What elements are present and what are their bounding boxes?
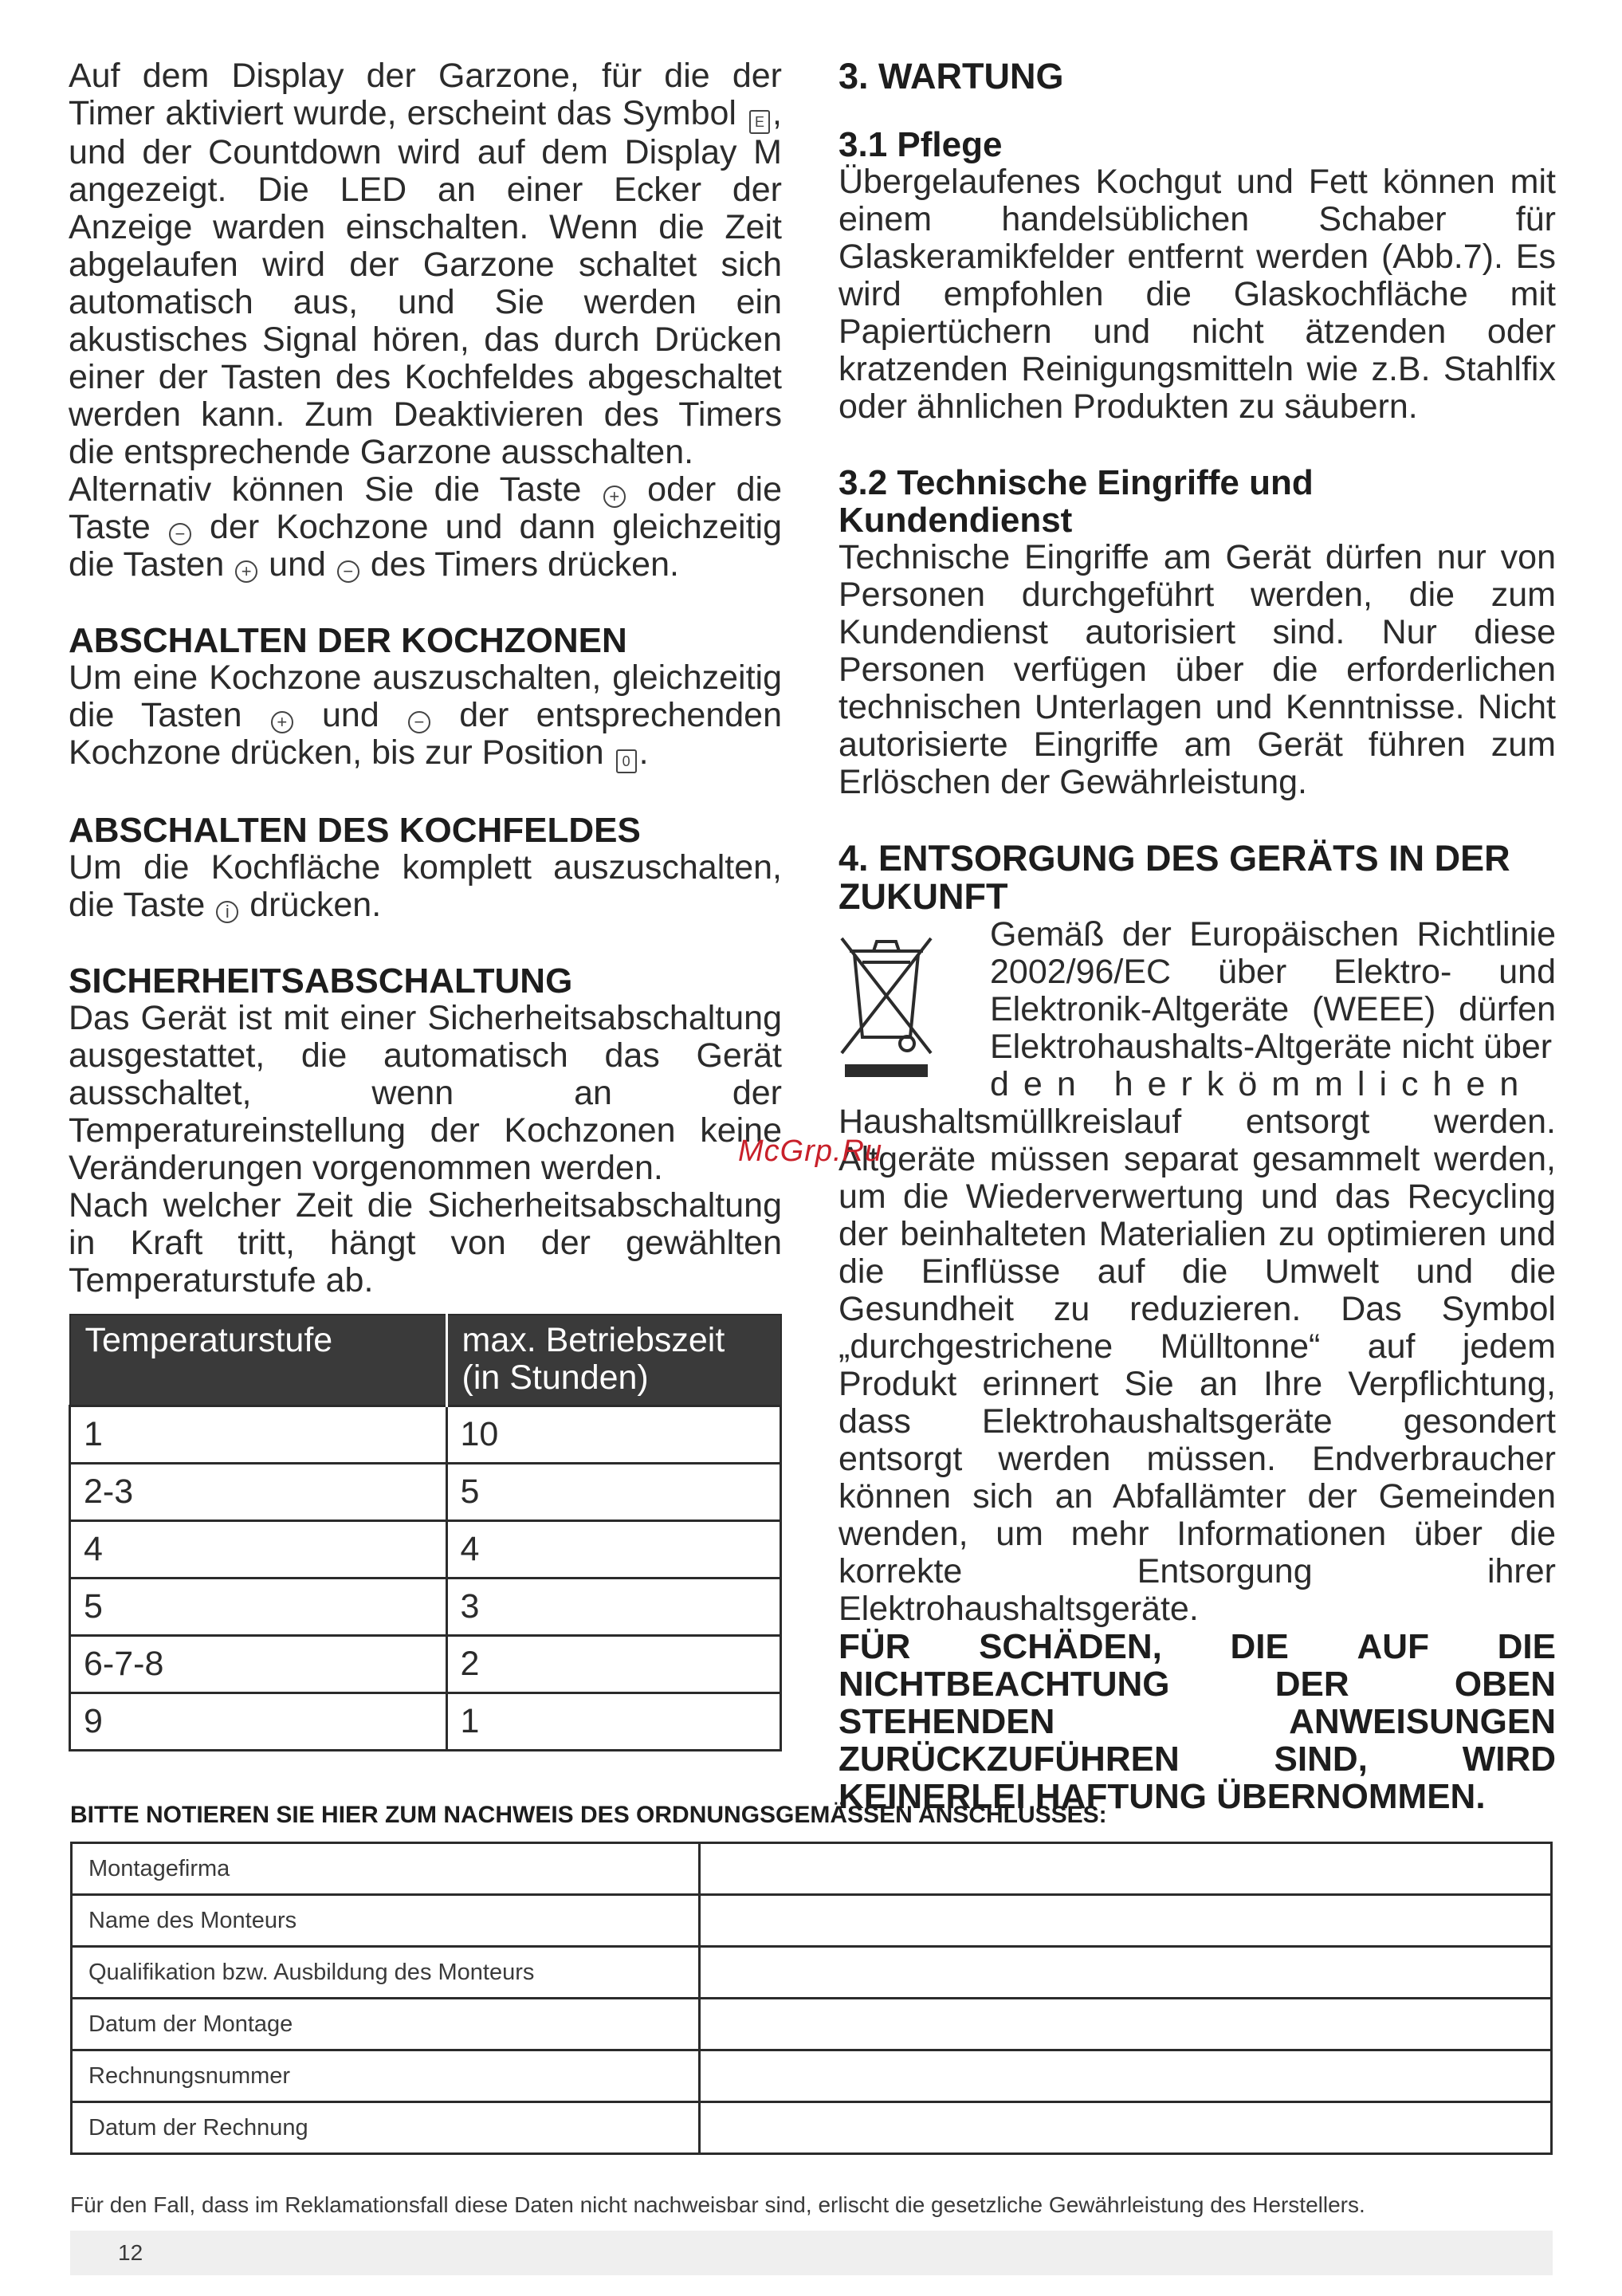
record-label: Datum der Rechnung	[72, 2102, 700, 2154]
minus-key-icon: −	[408, 711, 430, 733]
table-cell: 4	[446, 1521, 781, 1578]
record-label: Rechnungsnummer	[72, 2050, 700, 2102]
record-label: Qualifikation bzw. Ausbildung des Monteurs	[72, 1947, 700, 1999]
column-header-temperaturstufe: Temperaturstufe	[70, 1315, 447, 1406]
temperature-table	[69, 1314, 782, 1751]
table-row	[70, 1521, 781, 1578]
plus-key-icon: +	[603, 486, 626, 508]
heading-pflege: 3.1 Pflege	[838, 125, 1003, 164]
entsorgung-spaced-text: den herkömmlichen	[990, 1065, 1534, 1103]
timer-paragraph-1: Auf dem Display der Garzone, für die der Timer aktiviert wurde, erscheint das Symbol E , und der Countdown wird auf dem Display M angezeigt. Die LED an einer Ecker der Anzeige warden einschalten. Wenn die Zeit abgelaufen wird der Garzone schaltet sich automatisch aus, und Sie werden ein akustisches Signal hören, das durch Drücken einer der Tasten des Kochfeldes abgeschaltet werden kann. Zum Deaktivieren des Timers die entsprechende Garzone ausschalten.	[69, 57, 782, 471]
record-entry-field[interactable]	[700, 2102, 1552, 2154]
liability-warning: FÜR SCHÄDEN, DIE AUF DIE NICHTBEACHTUNG DER OBEN STEHENDEN ANWEISUNGEN ZURÜCKZUFÜHREN SIND, WIRD KEINERLEI HAFTUNG ÜBERNOMMEN.	[838, 1627, 1556, 1816]
timer-symbol-icon: E	[749, 110, 770, 134]
pflege-text: Übergelaufenes Kochgut und Fett können mit einem handelsüblichen Schaber für Glaskeramikfelder entfernt werden (Abb.7). Es wird empfohlen die Glaskochfläche mit Papiertüchern und nicht ätzenden oder kratzenden Reinigungsmitteln wie z.B. Stahlfix oder ähnlichen Produkten zu säubern.	[838, 163, 1556, 426]
page-footer-strip	[70, 2231, 1553, 2275]
weee-block	[838, 916, 1556, 1103]
page-number: 12	[118, 2240, 143, 2265]
minus-key-icon: −	[337, 560, 359, 583]
table-row	[72, 1895, 1552, 1947]
table-header-row	[70, 1315, 781, 1406]
table-cell: 3	[446, 1578, 781, 1636]
table-cell: 1	[446, 1693, 781, 1751]
watermark: McGrp.Ru	[738, 1134, 883, 1168]
record-entry-field[interactable]	[700, 1895, 1552, 1947]
record-label: Name des Monteurs	[72, 1895, 700, 1947]
column-header-betriebszeit: max. Betriebszeit (in Stunden)	[446, 1315, 781, 1406]
abschalten-kochfeld-text: Um die Kochfläche komplett auszuschalten, die Taste i drücken.	[69, 848, 782, 924]
table-row	[70, 1406, 781, 1464]
table-row	[70, 1464, 781, 1521]
sicherheit-paragraph-2: Nach welcher Zeit die Sicherheitsabschaltung in Kraft tritt, hängt von der gewählten Temperaturstufe ab.	[69, 1186, 782, 1299]
table-row	[72, 1947, 1552, 1999]
zero-position-icon: 0	[616, 749, 637, 773]
table-cell: 10	[446, 1406, 781, 1464]
heading-sicherheitsabschaltung: SICHERHEITSABSCHALTUNG	[69, 961, 573, 1001]
table-cell: 1	[70, 1406, 447, 1464]
table-row	[72, 1999, 1552, 2050]
entsorgung-intro-text: Gemäß der Europäischen Richtlinie 2002/96/EC über Elektro- und Elektronik-Altgeräte (WEEE) dürfen Elektrohaushalts-Altgeräte nicht über	[990, 915, 1556, 1066]
heading-abschalten-kochfeld: ABSCHALTEN DES KOCHFELDES	[69, 811, 641, 850]
heading-technische-eingriffe: 3.2 Technische Eingriffe und Kundendienst	[838, 463, 1314, 540]
entsorgung-text: Haushaltsmüllkreislauf entsorgt werden. Altgeräte müssen separat gesammelt werden, um die Wiederverwertung und das Recycling der beinhalteten Materialien zu optimieren und die Einflüsse auf die Umwelt und die Gesundheit zu reduzieren. Das Symbol „durchgestrichene Mülltonne“ auf jedem Produkt erinnert Sie an Ihre Verpflichtung, dass Elektrohaushaltsgeräte gesondert entsorgt werden müssen. Endverbraucher können sich an Abfallämter der Gemeinden wenden, um mehr Informationen über die korrekte Entsorgung ihrer Elektrohaushaltsgeräte.	[838, 1103, 1556, 1628]
timer-paragraph-2: Alternativ können Sie die Taste + oder die Taste − der Kochzone und dann gleichzeitig die Tasten + und − des Timers drücken.	[69, 470, 783, 584]
left-column	[69, 57, 782, 1751]
table-row	[70, 1578, 781, 1636]
record-entry-field[interactable]	[700, 2050, 1552, 2102]
plus-key-icon: +	[235, 560, 257, 583]
record-entry-field[interactable]	[700, 1843, 1552, 1895]
right-column	[838, 57, 1556, 1815]
sicherheit-paragraph-1: Das Gerät ist mit einer Sicherheitsabschaltung ausgestattet, die automatisch das Gerät ausschaltet, wenn an der Temperatureinstellung der Kochzonen keine Veränderungen vorgenommen werden.	[69, 999, 782, 1187]
table-cell: 2-3	[70, 1464, 447, 1521]
table-cell: 5	[446, 1464, 781, 1521]
abschalten-kochzonen-text: Um eine Kochzone auszuschalten, gleichzeitig die Tasten + und − der entsprechenden Kochzone drücken, bis zur Position 0 .	[69, 659, 783, 772]
technik-text: Technische Eingriffe am Gerät dürfen nur von Personen durchgeführt werden, die zum Kundendienst autorisiert sind. Nur diese Personen verfügen über die erforderlichen technischen Unterlagen und Kenntnisse. Nicht autorisierte Eingriffe am Gerät führen zum Erlöschen der Gewährleistung.	[838, 538, 1556, 801]
heading-abschalten-kochzonen: ABSCHALTEN DER KOCHZONEN	[69, 621, 627, 660]
table-cell: 9	[70, 1693, 447, 1751]
table-row	[72, 2102, 1552, 2154]
table-row	[72, 2050, 1552, 2102]
table-row	[70, 1636, 781, 1693]
record-entry-field[interactable]	[700, 1947, 1552, 1999]
minus-key-icon: −	[169, 523, 191, 545]
table-row	[70, 1693, 781, 1751]
table-row	[72, 1843, 1552, 1895]
heading-entsorgung: 4. ENTSORGUNG DES GERÄTS IN DER ZUKUNFT	[838, 838, 1510, 917]
record-title: BITTE NOTIEREN SIE HIER ZUM NACHWEIS DES ORDNUNGSGEMÄSSEN ANSCHLUSSES:	[70, 1802, 1107, 1828]
power-key-icon: i	[216, 901, 238, 923]
table-cell: 2	[446, 1636, 781, 1693]
record-entry-field[interactable]	[700, 1999, 1552, 2050]
table-cell: 5	[70, 1578, 447, 1636]
footer-note: Für den Fall, dass im Reklamationsfall diese Daten nicht nachweisbar sind, erlischt die gesetzliche Gewährleistung des Herstellers.	[70, 2192, 1365, 2217]
crossed-out-bin-icon	[838, 927, 934, 1087]
heading-wartung: 3. WARTUNG	[838, 56, 1064, 96]
plus-key-icon: +	[271, 711, 293, 733]
record-label: Montagefirma	[72, 1843, 700, 1895]
table-cell: 6-7-8	[70, 1636, 447, 1693]
installation-record-table	[70, 1842, 1553, 2155]
table-cell: 4	[70, 1521, 447, 1578]
record-label: Datum der Montage	[72, 1999, 700, 2050]
